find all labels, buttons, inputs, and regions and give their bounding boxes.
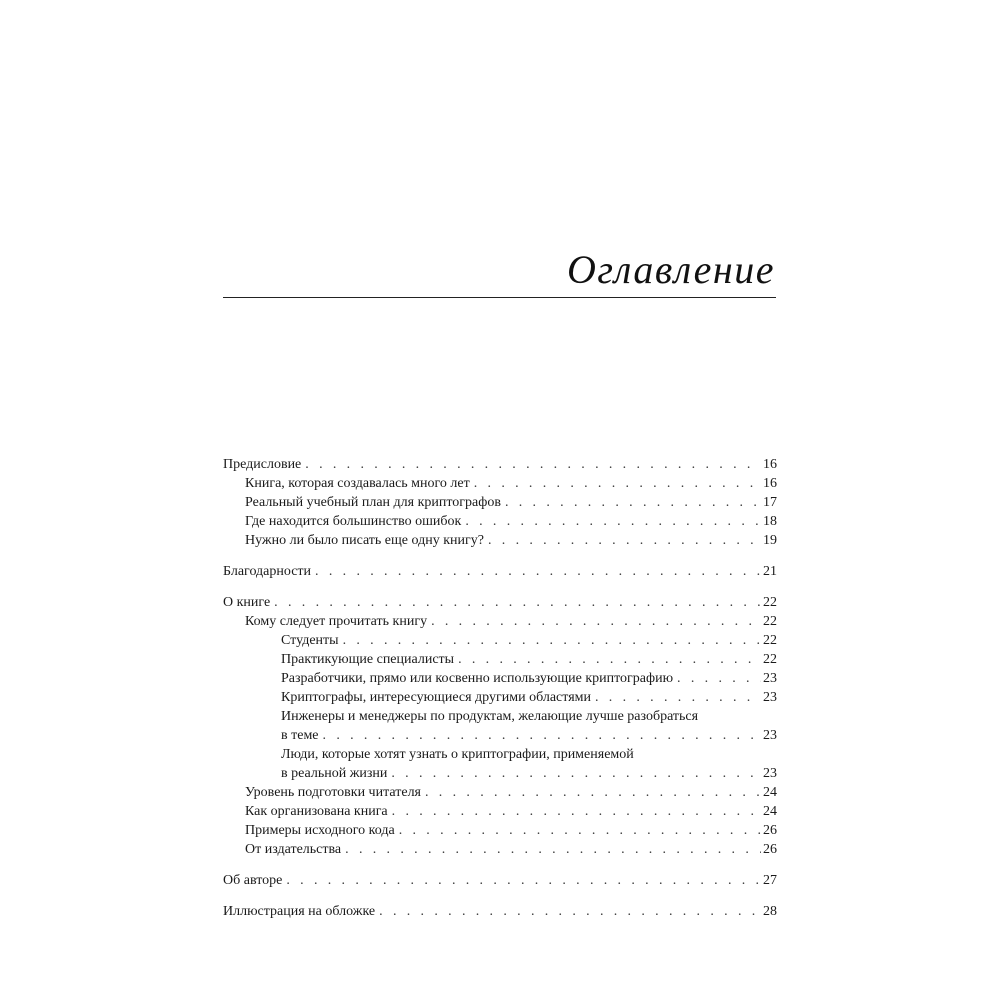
toc-leader-dots bbox=[379, 902, 761, 921]
toc-leader-dots bbox=[677, 669, 761, 688]
toc-page-number: 22 bbox=[763, 614, 777, 629]
toc-entry-line-2[interactable] bbox=[223, 726, 777, 745]
toc-entry[interactable] bbox=[223, 474, 777, 493]
toc-entry-title: Где находится большинство ошибок bbox=[245, 514, 462, 529]
toc-entry-preface[interactable] bbox=[223, 455, 777, 474]
toc-entry-title-continuation: в теме bbox=[281, 728, 319, 743]
toc-page-number: 26 bbox=[763, 823, 777, 838]
toc-page-number: 28 bbox=[763, 904, 777, 919]
toc-entry-title: Благодарности bbox=[223, 564, 312, 579]
toc-page-number: 21 bbox=[763, 564, 777, 579]
toc-entry[interactable] bbox=[223, 531, 777, 550]
toc-leader-dots bbox=[323, 726, 761, 745]
toc-entry-title: Разработчики, прямо или косвенно использующие криптографию bbox=[281, 671, 674, 686]
toc-leader-dots bbox=[458, 650, 761, 669]
toc-page-number: 23 bbox=[763, 690, 777, 705]
toc-leader-dots bbox=[286, 871, 761, 890]
toc-entry-title: Инженеры и менеджеры по продуктам, желающие лучше разобраться bbox=[281, 709, 699, 724]
toc-entry[interactable] bbox=[223, 512, 777, 531]
toc-entry[interactable] bbox=[223, 493, 777, 512]
toc-entry-about-book[interactable] bbox=[223, 593, 777, 612]
toc-entry-title: Люди, которые хотят узнать о криптографии, применяемой bbox=[281, 747, 634, 762]
toc-page-number: 24 bbox=[763, 785, 777, 800]
toc-entry-title: Иллюстрация на обложке bbox=[223, 904, 376, 919]
table-of-contents bbox=[223, 455, 777, 921]
toc-entry-title: Как организована книга bbox=[245, 804, 388, 819]
toc-leader-dots bbox=[305, 455, 761, 474]
toc-page-number: 27 bbox=[763, 873, 777, 888]
title-divider bbox=[223, 297, 776, 298]
toc-leader-dots bbox=[431, 612, 761, 631]
toc-leader-dots bbox=[274, 593, 761, 612]
toc-entry[interactable] bbox=[223, 631, 777, 650]
toc-entry-about-author[interactable] bbox=[223, 871, 777, 890]
toc-page-number: 22 bbox=[763, 652, 777, 667]
toc-leader-dots bbox=[345, 840, 761, 859]
toc-page-number: 23 bbox=[763, 766, 777, 781]
toc-entry[interactable] bbox=[223, 840, 777, 859]
toc-entry-title: Реальный учебный план для криптографов bbox=[245, 495, 501, 510]
toc-entry-title: От издательства bbox=[245, 842, 342, 857]
toc-page-number: 22 bbox=[763, 633, 777, 648]
toc-entry-line-1[interactable] bbox=[223, 745, 777, 764]
toc-entry-title: Об авторе bbox=[223, 873, 283, 888]
toc-entry[interactable] bbox=[223, 688, 777, 707]
toc-leader-dots bbox=[465, 512, 761, 531]
toc-entry-title: Студенты bbox=[281, 633, 339, 648]
toc-leader-dots bbox=[425, 783, 761, 802]
toc-entry-title: Нужно ли было писать еще одну книгу? bbox=[245, 533, 484, 548]
toc-leader-dots bbox=[488, 531, 761, 550]
toc-entry-title: Практикующие специалисты bbox=[281, 652, 455, 667]
toc-leader-dots bbox=[391, 764, 761, 783]
toc-leader-dots bbox=[315, 562, 761, 581]
toc-entry-title: Криптографы, интересующиеся другими областями bbox=[281, 690, 591, 705]
toc-page-number: 16 bbox=[763, 457, 777, 472]
toc-entry-line-2[interactable] bbox=[223, 764, 777, 783]
toc-page-number: 22 bbox=[763, 595, 777, 610]
toc-leader-dots bbox=[392, 802, 761, 821]
toc-page-number: 23 bbox=[763, 728, 777, 743]
toc-leader-dots bbox=[595, 688, 761, 707]
toc-entry[interactable] bbox=[223, 783, 777, 802]
toc-entry-acknowledgements[interactable] bbox=[223, 562, 777, 581]
toc-entry-title: Уровень подготовки читателя bbox=[245, 785, 421, 800]
toc-leader-dots bbox=[505, 493, 761, 512]
toc-entry-title-continuation: в реальной жизни bbox=[281, 766, 388, 781]
toc-page-number: 23 bbox=[763, 671, 777, 686]
toc-entry[interactable] bbox=[223, 650, 777, 669]
toc-page-number: 16 bbox=[763, 476, 777, 491]
toc-page-number: 19 bbox=[763, 533, 777, 548]
toc-entry[interactable] bbox=[223, 802, 777, 821]
toc-entry-title: Предисловие bbox=[223, 457, 302, 472]
toc-page-number: 24 bbox=[763, 804, 777, 819]
toc-entry-title: О книге bbox=[223, 595, 271, 610]
toc-entry[interactable] bbox=[223, 612, 777, 631]
toc-entry-cover-illustration[interactable] bbox=[223, 902, 777, 921]
toc-leader-dots bbox=[474, 474, 761, 493]
toc-leader-dots bbox=[399, 821, 761, 840]
toc-entry-line-1[interactable] bbox=[223, 707, 777, 726]
toc-page-number: 26 bbox=[763, 842, 777, 857]
toc-entry[interactable] bbox=[223, 669, 777, 688]
toc-entry-title: Книга, которая создавалась много лет bbox=[245, 476, 470, 491]
toc-entry[interactable] bbox=[223, 821, 777, 840]
page-title: Оглавление bbox=[566, 247, 775, 292]
toc-leader-dots bbox=[343, 631, 761, 650]
toc-entry-title: Примеры исходного кода bbox=[245, 823, 395, 838]
toc-entry-title: Кому следует прочитать книгу bbox=[245, 614, 428, 629]
toc-page-number: 17 bbox=[763, 495, 777, 510]
toc-page-number: 18 bbox=[763, 514, 777, 529]
